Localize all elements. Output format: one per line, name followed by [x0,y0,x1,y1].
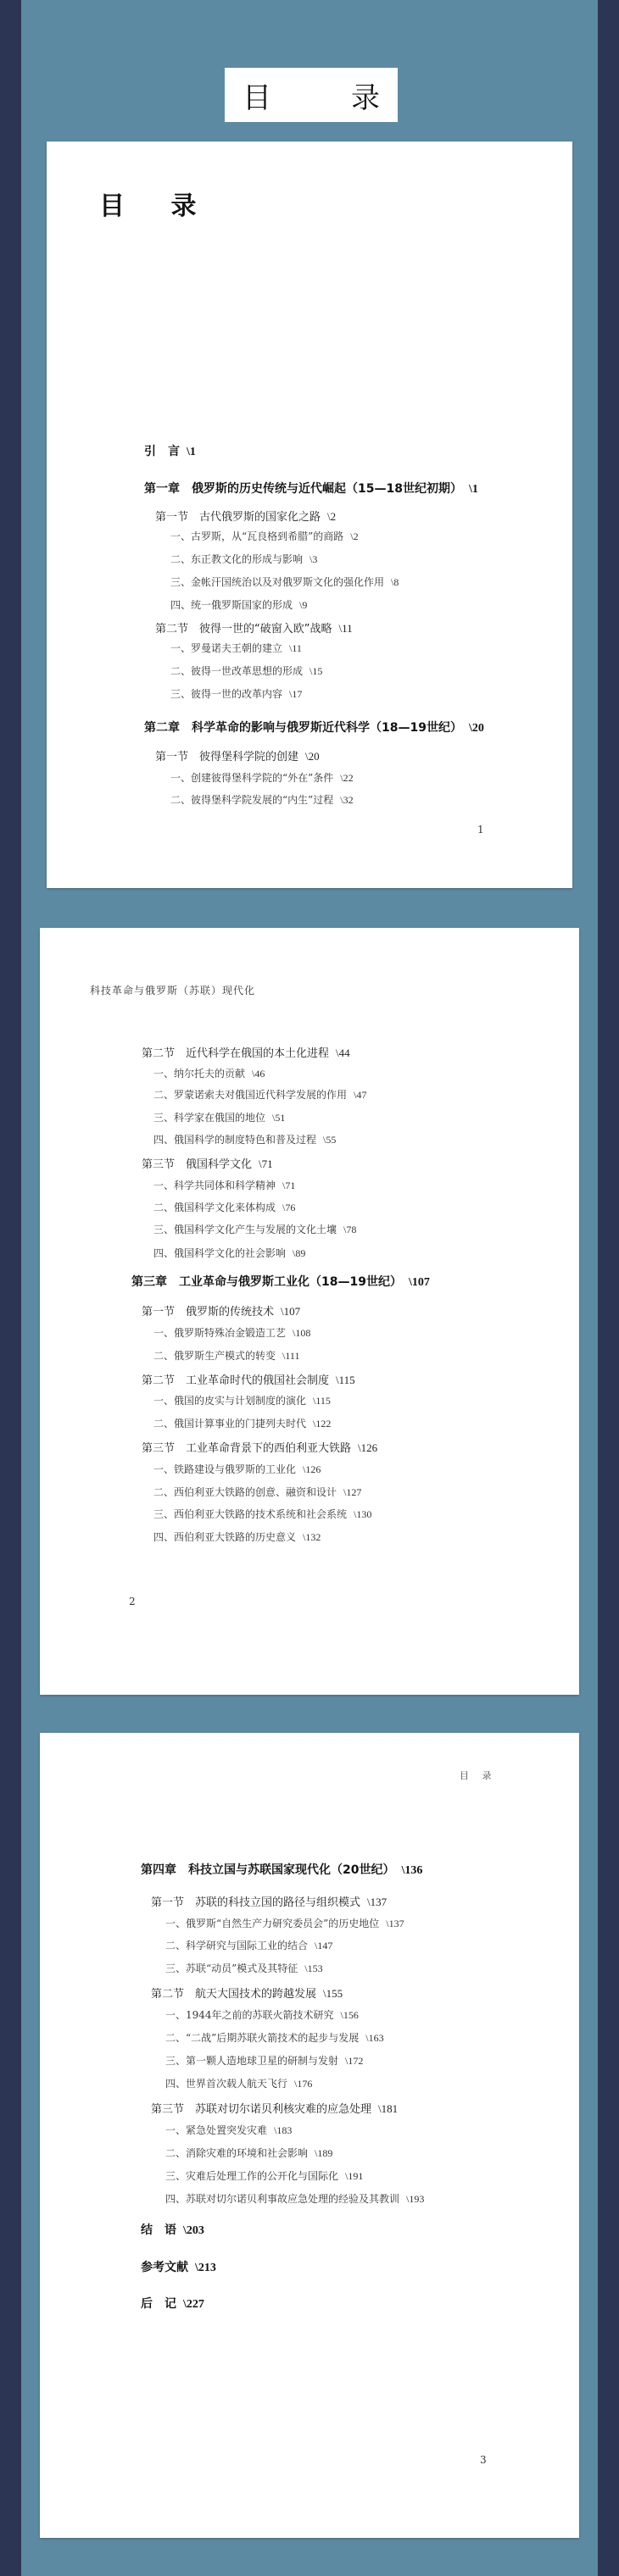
toc-entry-page: \172 [345,2055,364,2067]
toc-entry-title: 第二章 科学革命的影响与俄罗斯近代科学（18—19世纪） [144,721,462,735]
toc-entry-page: \32 [340,794,354,806]
toc-entry-title: 第三章 工业革命与俄罗斯工业化（18—19世纪） [131,1275,402,1289]
toc-entry-page: \108 [293,1327,311,1339]
toc-entry-title: 一、俄罗斯特殊冶金锻造工艺 [153,1327,287,1339]
toc-entry-title: 一、创建彼得堡科学院的“外在”条件 [170,772,334,784]
toc-entry-title: 三、金帐汗国统治以及对俄罗斯文化的强化作用 [170,576,385,588]
toc-entry-title: 第二节 航天大国技术的跨越发展 [151,1988,317,2001]
toc-entry-title: 一、罗曼诺夫王朝的建立 [170,642,283,654]
toc-entry-title: 第一节 彼得堡科学院的创建 [155,751,299,763]
toc-entry-title: 四、苏联对切尔诺贝利事故应急处理的经验及其教训 [165,2193,400,2205]
toc-entry-title: 第一节 俄罗斯的传统技术 [142,1306,275,1319]
toc-entry-title: 一、纳尔托夫的贡献 [153,1068,246,1080]
toc-entry-title: 四、世界首次载人航天飞行 [165,2078,288,2090]
toc-entry-page: \20 [468,722,484,735]
toc-subsection-entry [153,1348,299,1363]
toc-section-entry [155,619,353,636]
toc-entry-title: 二、消除灾难的环境和社会影响 [165,2147,309,2159]
toc-chapter-entry [144,442,196,459]
toc-entry-title: 第二节 近代科学在俄国的本土化进程 [142,1047,330,1060]
toc-entry-page: \15 [310,665,323,677]
toc-entry-page: \147 [315,1940,333,1951]
toc-section-entry [151,2100,398,2116]
toc-entry-title: 参考文献 [141,2261,188,2274]
toc-entry-page: \78 [343,1224,357,1235]
toc-entry-title: 一、古罗斯，从“瓦良格到希腊”的商路 [170,530,344,542]
toc-entry-page: \122 [313,1418,332,1430]
toc-entry-page: \181 [378,2102,399,2115]
toc-subsection-entry [165,2191,424,2206]
toc-entry-title: 第三节 俄国科学文化 [142,1158,253,1171]
toc-subsection-entry [153,1132,336,1146]
toc-subsection-entry [153,1222,356,1236]
toc-entry-title: 第二节 工业革命时代的俄国社会制度 [142,1374,330,1387]
toc-subsection-entry [170,770,354,785]
toc-entry-page: \155 [323,1987,343,2000]
running-head: 科技革命与俄罗斯（苏联）现代化 [90,985,256,997]
toc-subsection-entry [170,792,354,807]
toc-subsection-entry [153,1178,295,1192]
toc-chapter-entry [144,719,484,736]
toc-entry-title: 三、灾难后处理工作的公开化与国际化 [165,2170,339,2182]
toc-entry-page: \55 [323,1134,337,1146]
toc-entry-page: \3 [310,553,318,565]
toc-entry-page: \47 [354,1089,367,1101]
toc-entry-title: 四、俄国科学文化的社会影响 [153,1247,287,1259]
toc-entry-title: 引 言 [144,445,180,458]
toc-entry-title: 结 语 [141,2223,176,2237]
toc-entry-title: 三、科学家在俄国的地位 [153,1112,266,1124]
toc-subsection-entry [153,1246,305,1260]
toc-entry-page: \89 [293,1247,306,1259]
toc-entry-page: \17 [289,688,303,700]
toc-section-entry [142,1371,355,1387]
toc-entry-page: \1 [187,446,196,458]
toc-entry-title: 二、西伯利亚大铁路的创意、融资和设计 [153,1486,337,1498]
page-number: 2 [129,1596,136,1607]
toc-entry-title: 二、罗蒙诺索夫对俄国近代科学发展的作用 [153,1089,348,1101]
toc-entry-page: \9 [299,599,308,611]
toc-entry-page: \176 [294,2078,313,2090]
toc-entry-title: 二、俄国计算事业的门捷列夫时代 [153,1418,307,1430]
toc-section-entry [142,1439,377,1455]
toc-section-entry [142,1155,273,1171]
toc-entry-title: 三、俄国科学文化产生与发展的文化土壤 [153,1224,337,1235]
toc-subsection-entry [153,1462,321,1476]
toc-subsection-entry [165,2123,292,2137]
toc-entry-page: \203 [183,2224,204,2237]
toc-section-entry [155,747,320,763]
toc-entry-page: \71 [259,1158,273,1170]
running-head: 目 录 [460,1770,497,1781]
toc-chapter-entry [141,2258,216,2275]
document-page-3 [40,1733,579,2538]
toc-entry-title: 三、彼得一世的改革内容 [170,688,283,700]
toc-entry-title: 二、彼得一世改革思想的形成 [170,665,304,677]
toc-subsection-entry [170,641,302,655]
toc-subsection-entry [170,575,399,589]
toc-subsection-entry [165,1916,404,1930]
toc-chapter-entry [131,1273,430,1290]
toc-entry-page: \115 [336,1374,355,1386]
document-page-2 [40,928,579,1695]
toc-entry-title: 第三节 工业革命背景下的西伯利亚大铁路 [142,1442,352,1455]
toc-subsection-entry [153,1485,361,1499]
toc-subsection-entry [153,1416,331,1430]
page-number: 1 [477,824,484,836]
toc-entry-page: \44 [336,1046,350,1059]
toc-entry-title: 一、铁路建设与俄罗斯的工业化 [153,1463,297,1475]
toc-entry-page: \11 [289,642,302,654]
toc-entry-title: 三、苏联“动员”模式及其特征 [165,1963,298,1974]
toc-header-banner [225,68,405,122]
toc-entry-page: \107 [281,1305,301,1318]
toc-entry-page: \51 [272,1112,286,1124]
toc-entry-title: 二、俄国科学文化来体构成 [153,1202,276,1213]
toc-entry-title: 一、1944年之前的苏联火箭技术研究 [165,2009,334,2021]
toc-subsection-entry [165,1938,332,1952]
toc-subsection-entry [165,2076,312,2090]
toc-entry-title: 四、俄国科学的制度特色和普及过程 [153,1134,317,1146]
toc-section-entry [151,1985,343,2001]
toc-entry-title: 二、俄罗斯生产模式的转变 [153,1350,276,1362]
toc-subsection-entry [153,1325,310,1340]
toc-entry-title: 四、统一俄罗斯国家的形成 [170,599,293,611]
toc-subsection-entry [165,2053,363,2068]
toc-entry-title: 二、东正教文化的形成与影响 [170,553,304,565]
toc-section-entry [142,1302,300,1319]
toc-entry-title: 第四章 科技立国与苏联国家现代化（20世纪） [141,1863,395,1877]
toc-subsection-entry [153,1200,295,1214]
toc-subsection-entry [170,552,317,566]
toc-entry-page: \132 [303,1531,321,1543]
toc-entry-page: \115 [313,1395,331,1407]
toc-entry-page: \71 [282,1180,296,1191]
toc-chapter-entry [141,2295,204,2312]
toc-entry-page: \107 [408,1276,430,1289]
toc-subsection-entry [165,2007,359,2022]
toc-subsection-entry [170,597,307,612]
toc-subsection-entry [165,2146,332,2160]
toc-chapter-entry [141,1861,422,1878]
toc-entry-title: 一、俄国的皮实与计划制度的演化 [153,1395,307,1407]
toc-entry-page: \1 [468,483,478,496]
toc-entry-page: \22 [340,772,354,784]
toc-entry-page: \191 [345,2170,364,2182]
toc-entry-title: 第一章 俄罗斯的历史传统与近代崛起（15—18世纪初期） [144,482,462,496]
toc-entry-page: \126 [358,1441,378,1454]
toc-header-title: 目 录 [243,80,405,115]
toc-entry-page: \127 [343,1486,362,1498]
toc-section-entry [142,1044,350,1060]
toc-subsection-entry [153,1066,265,1080]
toc-entry-page: \227 [183,2298,204,2311]
toc-entry-title: 一、俄罗斯“自然生产力研究委员会”的历史地位 [165,1918,380,1929]
toc-section-entry [155,508,336,524]
toc-subsection-entry [153,1393,331,1407]
toc-entry-title: 二、科学研究与国际工业的结合 [165,1940,309,1951]
toc-entry-page: \111 [282,1350,300,1362]
toc-entry-page: \156 [340,2009,359,2021]
page-number: 3 [480,2454,487,2466]
toc-entry-page: \2 [350,530,359,542]
toc-entry-page: \11 [338,622,353,635]
toc-entry-title: 后 记 [141,2297,176,2311]
toc-entry-title: 三、西伯利亚大铁路的技术系统和社会系统 [153,1508,348,1520]
toc-entry-page: \126 [303,1463,321,1475]
toc-entry-title: 第一节 古代俄罗斯的国家化之路 [155,511,321,524]
toc-chapter-entry [141,2221,204,2238]
toc-entry-page: \46 [252,1068,265,1080]
toc-entry-title: 四、西伯利亚大铁路的历史意义 [153,1531,297,1543]
toc-entry-page: \163 [365,2032,384,2044]
toc-entry-page: \213 [195,2262,216,2274]
toc-entry-page: \136 [401,1864,423,1877]
toc-section-entry [151,1893,387,1909]
toc-subsection-entry [153,1507,371,1521]
toc-entry-page: \130 [354,1508,372,1520]
toc-subsection-entry [165,2030,384,2045]
toc-subsection-entry [153,1087,366,1102]
toc-entry-page: \8 [391,576,399,588]
toc-chapter-entry [144,480,478,497]
toc-entry-title: 三、第一颗人造地球卫星的研制与发射 [165,2055,339,2067]
toc-subsection-entry [153,1530,321,1544]
toc-subsection-entry [170,663,322,678]
toc-subsection-entry [165,1961,323,1975]
toc-entry-page: \193 [406,2193,425,2205]
toc-entry-page: \20 [305,750,320,763]
toc-subsection-entry [170,529,359,543]
toc-subsection-entry [153,1110,285,1124]
toc-entry-title: 第二节 彼得一世的“破窗入欧”战略 [155,623,332,636]
toc-entry-page: \76 [282,1202,296,1213]
toc-entry-page: \137 [367,1896,388,1908]
toc-entry-page: \2 [327,510,337,523]
toc-entry-title: 一、科学共同体和科学精神 [153,1180,276,1191]
toc-heading: 目 录 [99,192,215,221]
toc-entry-title: 第一节 苏联的科技立国的路径与组织模式 [151,1896,361,1909]
toc-entry-title: 第三节 苏联对切尔诺贝利核灾难的应急处理 [151,2103,372,2116]
toc-subsection-entry [165,2168,363,2183]
toc-entry-page: \153 [304,1963,323,1974]
toc-entry-page: \137 [386,1918,404,1929]
toc-entry-page: \183 [274,2124,293,2136]
toc-subsection-entry [170,686,302,701]
toc-entry-title: 二、“二战”后期苏联火箭技术的起步与发展 [165,2032,360,2044]
toc-entry-title: 一、紧急处置突发灾难 [165,2124,268,2136]
toc-entry-title: 二、彼得堡科学院发展的“内生”过程 [170,794,334,806]
toc-entry-page: \189 [315,2147,333,2159]
